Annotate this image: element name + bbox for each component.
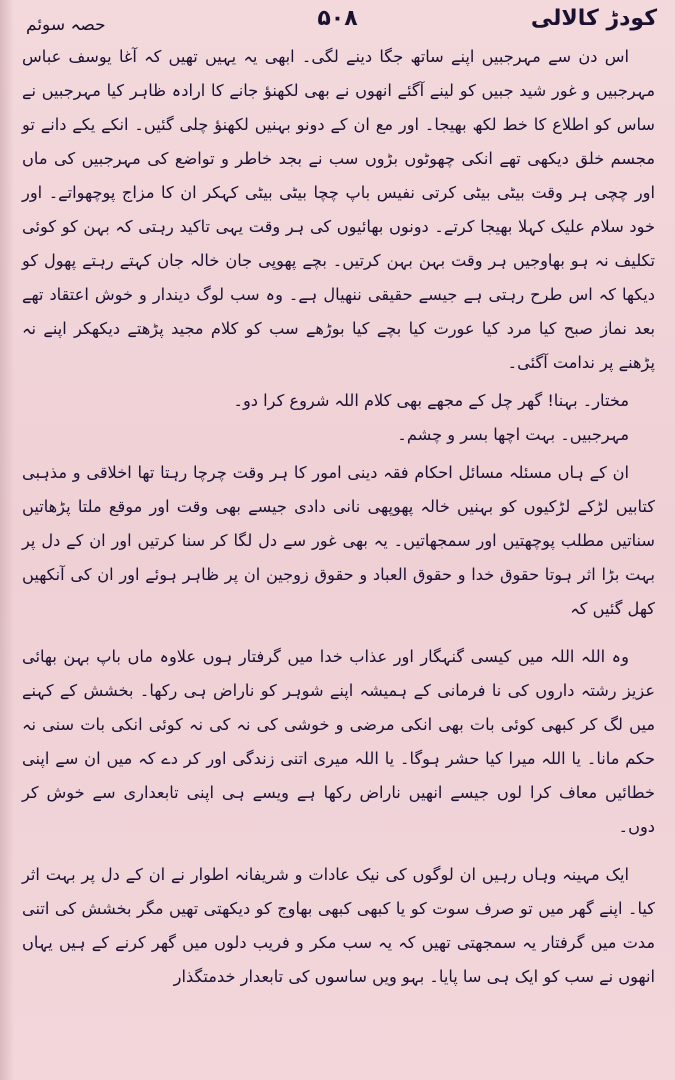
dialogue-line: مہرجبیں۔ بہت اچھا بسر و چشم۔ [397,425,629,444]
paragraph: ایک مہینہ وہاں رہیں ان لوگوں کی نیک عادات و شریفانہ اطوار نے ان کے دل پر بہت اثر کیا۔ اپنے گھر میں تو صرف سوت کو یا کبھی کبھی بھاوج کو دیکھتی تھیں مگر بخشش کی اتنی مدت میں گرفتار یہ سمجھتی تھیں کہ یہ سب مکر و فریب دلوں میں گھر کرنے کے ہیں یہاں انھوں نے سب کو ایک ہی سا پایا۔ بہو ویں ساسوں کی تابعدار خدمتگذار [22,865,655,986]
page-text [22,40,655,994]
dialogue-line: مختار۔ بہنا! گھر چل کے مجھے بھی کلام اللہ شروع کرا دو۔ [233,391,629,410]
running-title: کودڑ کالالی [530,6,657,31]
page-number: ۵۰۸ [317,6,358,31]
paragraph: وہ اللہ اللہ میں کیسی گنہگار اور عذاب خدا میں گرفتار ہوں علاوہ ماں باپ بہن بھائی عزیز رشتہ داروں کی نا فرمانی کے ہمیشہ اپنے شوہر کو ناراض ہی رکھا۔ بخشش کے کہنے میں لگ کر کبھی کوئی بات بھی انکی مرضی و خوشی کی نہ کی نہ کوئی انکی بات سنی نہ حکم مانا۔ یا اللہ میرا کیا حشر ہوگا۔ یا اللہ میری اتنی زندگی اور کر دے کہ میں ان سے اپنی خطائیں معاف کرا لوں جیسے انھیں ناراض رکھا ہے ویسے ہی اپنی تابعداری سے خوش کر دوں۔ [22,647,655,836]
paragraph: اس دن سے مہرجبیں اپنے ساتھ جگا دینے لگی۔ ابھی یہ یہیں تھیں کہ آغا یوسف عباس مہرجبیں و غور شید جبیں کو لینے آگئے انھوں نے بھی لکھنؤ جانے کا ارادہ ظاہر کیا مہرجبیں نے ساس کو اطلاع کا خط لکھ بھیجا۔ اور مع ان کے دونو بہنیں لکھنؤ چلی گئیں۔ انکے یکے دانے تو مجسم خلق دیکھی تھے انکی چھوٹوں بڑوں سب نے بجد خاطر و تواضع کی مہرجبیں کی ماں اور چچی ہر وقت بیٹی بیٹی کرتی نفیس باپ چچا بیٹی بیٹی کہکر ان کا مزاج پوچھواتے۔ اور خود سلام علیک کہلا بھیجا کرتے۔ دونوں بھائیوں کی ہر وقت یہی تاکید رہتی کہ بہن کو کوئی تکلیف نہ ہو بھاوجیں ہر وقت بہن بہن کرتیں۔ بچے پھوپی جان خالہ جان کہتے رہتے پھول کو دیکھا کہ اس طرح رہتی ہے جیسے حقیقی ننھیال ہے۔ وہ سب لوگ دیندار و خوش اعتقاد تھے بعد نماز صبح کیا مرد کیا عورت کیا بچے کیا بوڑھے سب کو کلام مجید پڑھتے دیکھکر اپنے نہ پڑھنے پر ندامت آگئی۔ [22,47,655,372]
paragraph: ان کے ہاں مسئلہ مسائل احکام فقہ دینی امور کا ہر وقت چرچا رہتا تھا اخلاقی و مذہبی کتابیں لڑکے لڑکیوں کو بہنیں خالہ پھوپھی نانی دادی جیسے بھی وقت اور موقع ملتا پڑھاتیں سناتیں مطلب پوچھتیں اور سمجھاتیں۔ یہ بھی غور سے دل لگا کر سنا کرتیں اور ان کے دل پر بہت بڑا اثر ہوتا حقوق خدا و حقوق العباد و حقوق زوجین ان پر ظاہر ہوئے اور ان کی آنکھیں کھل گئیں کہ [22,463,655,618]
page-header [18,4,657,40]
part-label: حصہ سوئم [26,15,106,35]
